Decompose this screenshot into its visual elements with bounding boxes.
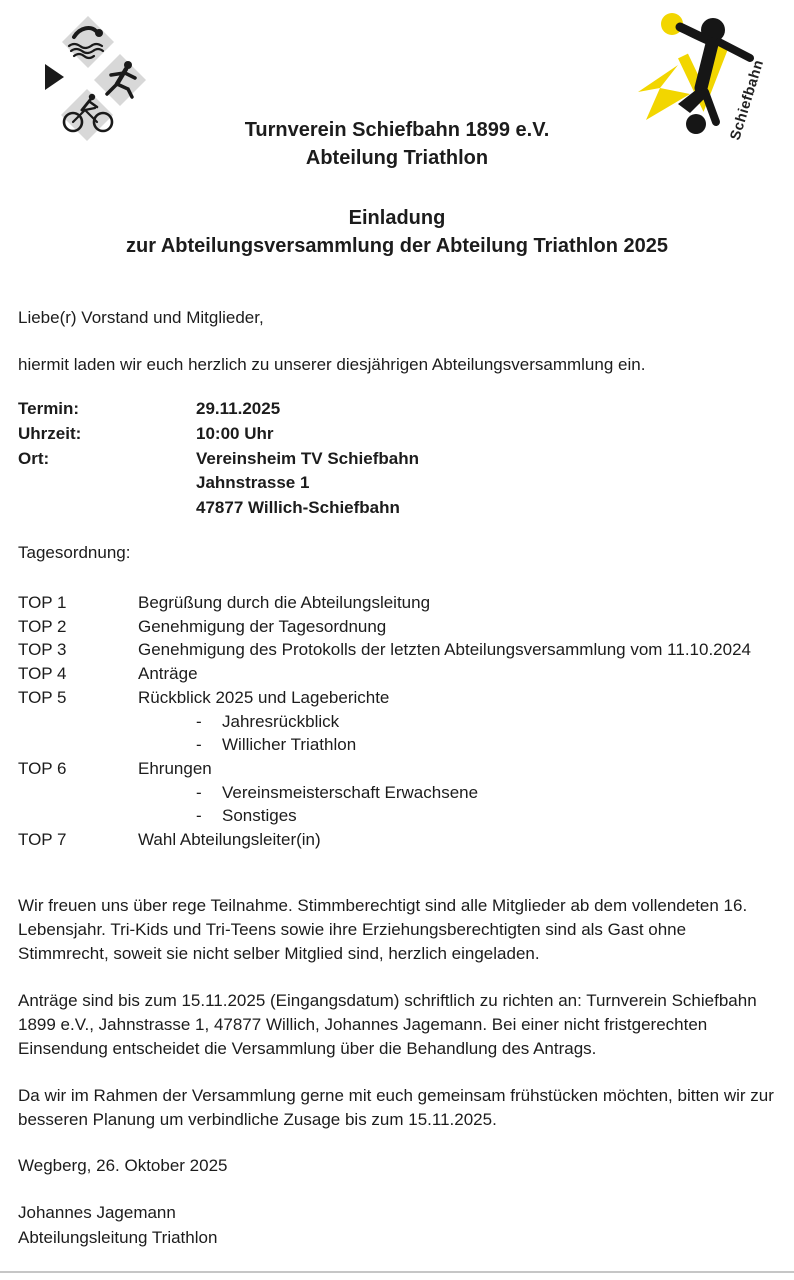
signature-block: [18, 1201, 217, 1250]
detail-row-ort: [18, 447, 419, 472]
signature-role: Abteilungsleitung Triathlon: [18, 1227, 218, 1247]
logo-club-name: Schiefbahn: [727, 57, 768, 143]
agenda-item-label: TOP 4: [18, 664, 67, 684]
detail-row-street: [18, 471, 419, 496]
agenda-item-top7: [18, 828, 788, 852]
detail-label: Termin:: [18, 399, 80, 418]
agenda-item-label: TOP 2: [18, 616, 67, 636]
intro-line: hiermit laden wir euch herzlich zu unserer diesjährigen Abteilungsversammlung ein.: [18, 355, 646, 374]
detail-row-uhrzeit: [18, 422, 419, 447]
agenda-item-text: Ehrungen: [138, 758, 212, 778]
detail-label: Uhrzeit:: [18, 423, 82, 443]
agenda-item-top2: [18, 615, 788, 639]
agenda-item-text: Willicher Triathlon: [222, 735, 357, 755]
agenda-sub-bullet: -: [196, 806, 202, 826]
agenda-item-text: Sonstiges: [222, 806, 297, 826]
detail-value: 47877 Willich-Schiefbahn: [196, 498, 400, 518]
agenda-heading: Tagesordnung:: [18, 543, 131, 562]
detail-value: Jahnstrasse 1: [196, 473, 310, 493]
agenda-item-top6: [18, 757, 788, 781]
detail-label: [18, 496, 196, 521]
paragraph-antraege: Anträge sind bis zum 15.11.2025 (Eingangsdatum) schriftlich zu richten an: Turnverein Schiefbahn 1899 e.V., Jahnstrasse 1, 47877 Willich, Johannes Jagemann. Bei einer nicht fristgerechten Einsendung entscheidet die Versammlung über die Behandlung des Antrags.: [18, 991, 757, 1058]
department-name: Abteilung Triathlon: [305, 147, 489, 169]
agenda-item-label: TOP 6: [18, 758, 67, 778]
swim-diamond: [62, 16, 114, 68]
agenda-list: [18, 591, 788, 852]
agenda-subitem-sonstiges: [18, 804, 788, 828]
agenda-item-text: Genehmigung des Protokolls der letzten Abteilungsversammlung vom 11.10.2024: [138, 640, 751, 660]
invitation-title: [0, 204, 794, 260]
agenda-sub-bullet: -: [196, 782, 202, 802]
detail-label: [18, 471, 196, 496]
detail-row-termin: [18, 397, 419, 422]
greeting-line: Liebe(r) Vorstand und Mitglieder,: [18, 308, 264, 327]
agenda-item-text: Begrüßung durch die Abteilungsleitung: [138, 593, 431, 612]
agenda-item-text: Vereinsmeisterschaft Erwachsene: [222, 782, 479, 802]
agenda-item-top5: [18, 686, 788, 710]
arrow-icon: [45, 64, 64, 90]
agenda-item-top4: [18, 662, 788, 686]
agenda-item-text: Wahl Abteilungsleiter(in): [138, 830, 321, 850]
invitation-heading: Einladung: [348, 207, 446, 229]
agenda-item-top3: [18, 638, 788, 662]
agenda-sub-bullet: -: [196, 711, 202, 731]
detail-label: Ort:: [18, 448, 50, 468]
signature-name: Johannes Jagemann: [18, 1203, 176, 1222]
logo-yellow-shape-1: [638, 65, 678, 92]
agenda-item-label: TOP 5: [18, 687, 67, 707]
paragraph-participation: Wir freuen uns über rege Teilnahme. Stimmberechtigt sind alle Mitglieder ab dem vollendeten 16. Lebensjahr. Tri-Kids und Tri-Teens sowie ihre Erziehungsberechtigten sind als Gast ohne Stimmrecht, soweit sie nicht selber Mitglied sind, herzlich eingeladen.: [18, 896, 748, 963]
agenda-item-text: Jahresrückblick: [222, 711, 340, 731]
agenda-item-text: Rückblick 2025 und Lageberichte: [138, 687, 390, 707]
detail-row-city: [18, 496, 419, 521]
agenda-item-text: Anträge: [138, 664, 198, 684]
agenda-item-label: TOP 1: [18, 593, 67, 612]
dateline: Wegberg, 26. Oktober 2025: [18, 1156, 228, 1175]
agenda-item-text: Genehmigung der Tagesordnung: [138, 616, 387, 636]
agenda-subitem-vereinsmeisterschaft: [18, 781, 788, 805]
paragraph-fruehstueck: Da wir im Rahmen der Versammlung gerne mit euch gemeinsam frühstücken möchten, bitten wir zur besseren Planung um verbindliche Zusage bis zum 15.11.2025.: [18, 1086, 774, 1129]
meeting-details: [18, 397, 419, 521]
detail-value: 29.11.2025: [196, 399, 281, 418]
invitation-subheading: zur Abteilungsversammlung der Abteilung Triathlon 2025: [126, 235, 668, 257]
page-bottom-divider: [0, 1271, 794, 1273]
document-header: [0, 116, 794, 172]
detail-value: 10:00 Uhr: [196, 423, 274, 443]
agenda-item-label: TOP 3: [18, 640, 67, 660]
agenda-item-label: TOP 7: [18, 830, 67, 850]
agenda-item-top1: [18, 591, 788, 615]
club-name: Turnverein Schiefbahn 1899 e.V.: [244, 119, 550, 141]
agenda-subitem-willicher-triathlon: [18, 733, 788, 757]
agenda-sub-bullet: -: [196, 735, 202, 755]
agenda-subitem-jahresrueckblick: [18, 710, 788, 734]
detail-value: Vereinsheim TV Schiefbahn: [196, 448, 419, 468]
